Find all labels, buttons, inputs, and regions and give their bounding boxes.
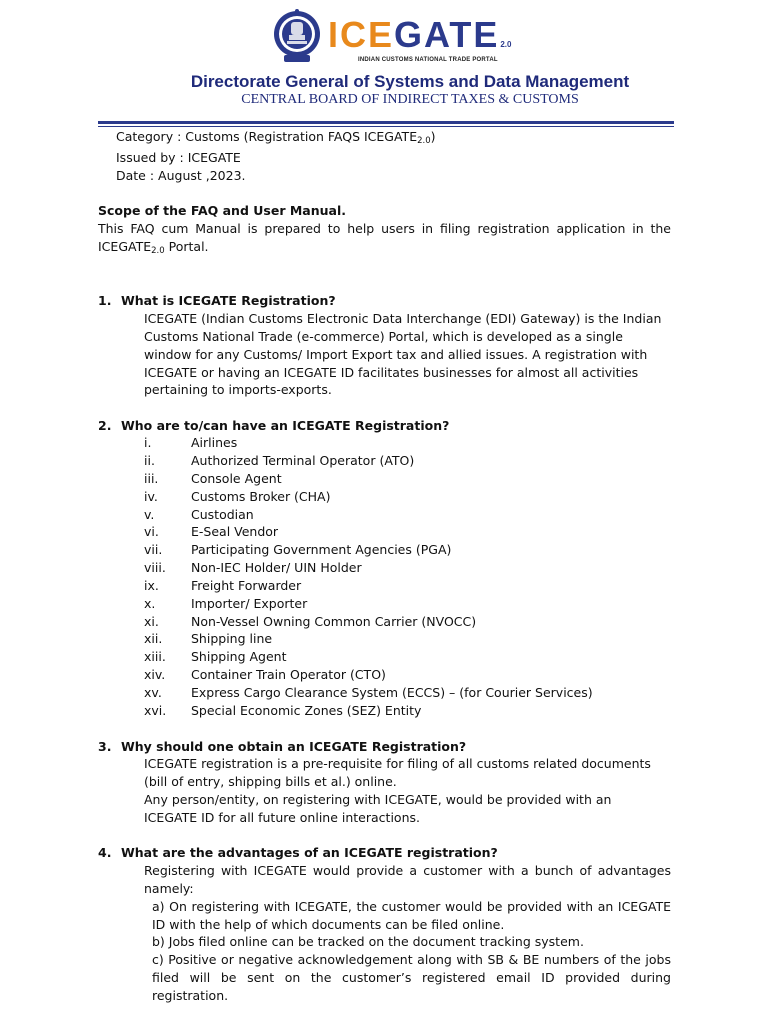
header-divider-thin xyxy=(98,126,674,127)
q4-advantage-c-line-2: filed will be sent on the customer’s registered email ID provided during xyxy=(152,970,671,985)
q4-number: 4. xyxy=(98,845,112,860)
date-line: Date : August ,2023. xyxy=(116,168,246,183)
list-item: Console Agent xyxy=(191,471,282,486)
q4-advantage-c-line-3: registration. xyxy=(152,988,229,1003)
list-item: Participating Government Agencies (PGA) xyxy=(191,542,452,557)
q1-answer-line-1: ICEGATE (Indian Customs Electronic Data Interchange (EDI) Gateway) is the Indian xyxy=(144,311,662,326)
scope-text-line-2: ICEGATE2.0 Portal. xyxy=(98,239,209,256)
list-item-number: vii. xyxy=(144,542,163,557)
icegate-logo xyxy=(328,12,511,58)
q4-advantage-c-line-1: c) Positive or negative acknowledgement along with SB & BE numbers of the jobs xyxy=(152,952,671,967)
list-item-number: xiii. xyxy=(144,649,166,664)
list-item: Custodian xyxy=(191,507,254,522)
list-item: Airlines xyxy=(191,435,238,450)
board-title: CENTRAL BOARD OF INDIRECT TAXES & CUSTOMS xyxy=(241,92,579,107)
q1-answer-line-4: ICEGATE or having an ICEGATE ID facilitates businesses for almost all activities xyxy=(144,365,639,380)
q1-answer-line-2: Customs National Trade (e-commerce) Portal, which is developed as a single xyxy=(144,329,623,344)
list-item-number: xv. xyxy=(144,685,162,700)
list-item: Shipping line xyxy=(191,631,273,646)
q3-number: 3. xyxy=(98,739,112,754)
directorate-title: Directorate General of Systems and Data Management xyxy=(190,72,630,91)
list-item-number: iii. xyxy=(144,471,159,486)
list-item-number: ii. xyxy=(144,453,155,468)
q3-title: Why should one obtain an ICEGATE Registration? xyxy=(121,739,467,754)
logo-version: 2.0 xyxy=(500,40,512,49)
list-item-number: iv. xyxy=(144,489,158,504)
q4-advantage-a-line-1: a) On registering with ICEGATE, the customer would be provided with an ICEGATE xyxy=(152,899,671,914)
q2-number: 2. xyxy=(98,418,112,433)
q1-answer-line-5: pertaining to imports-exports. xyxy=(144,382,332,397)
category-line: Category : Customs (Registration FAQS ICEGATE2.0) xyxy=(116,129,436,146)
list-item: Authorized Terminal Operator (ATO) xyxy=(191,453,415,468)
list-item-number: ix. xyxy=(144,578,159,593)
q4-intro-line-1: Registering with ICEGATE would provide a customer with a bunch of advantages xyxy=(144,863,671,878)
q3-answer-line-4: ICEGATE ID for all future online interactions. xyxy=(144,810,420,825)
header-divider-thick xyxy=(98,121,674,124)
issued-by-line: Issued by : ICEGATE xyxy=(116,150,241,165)
list-item: Customs Broker (CHA) xyxy=(191,489,331,504)
list-item-number: viii. xyxy=(144,560,166,575)
q4-intro-line-2: namely: xyxy=(144,881,194,896)
q3-answer-line-3: Any person/entity, on registering with ICEGATE, would be provided with an xyxy=(144,792,612,807)
q1-answer-line-3: window for any Customs/ Import Export tax and allied issues. A registration with xyxy=(144,347,648,362)
list-item: Shipping Agent xyxy=(191,649,287,664)
list-item-number: xi. xyxy=(144,614,159,629)
logo-part-g: G xyxy=(394,14,425,55)
logo-tagline: INDIAN CUSTOMS NATIONAL TRADE PORTAL xyxy=(358,57,498,63)
q1-title: What is ICEGATE Registration? xyxy=(121,293,336,308)
logo-part-ate: ATE xyxy=(424,14,500,55)
list-item-number: xii. xyxy=(144,631,163,646)
list-item: Importer/ Exporter xyxy=(191,596,308,611)
list-item: Container Train Operator (CTO) xyxy=(191,667,386,682)
logo-part-ice: ICE xyxy=(328,14,395,55)
q4-advantage-a-line-2: ID with the help of which documents can be filed online. xyxy=(152,917,505,932)
q4-advantage-b-line-1: b) Jobs filed online can be tracked on the document tracking system. xyxy=(152,934,584,949)
q2-title: Who are to/can have an ICEGATE Registration? xyxy=(121,418,450,433)
scope-text-line-1: This FAQ cum Manual is prepared to help users in filing registration application in the xyxy=(98,221,671,236)
national-emblem-icon xyxy=(272,8,322,64)
list-item-number: i. xyxy=(144,435,152,450)
list-item: Special Economic Zones (SEZ) Entity xyxy=(191,703,422,718)
list-item-number: x. xyxy=(144,596,156,611)
list-item: E-Seal Vendor xyxy=(191,524,279,539)
q3-answer-line-1: ICEGATE registration is a pre-requisite for filing of all customs related documents xyxy=(144,756,651,771)
list-item: Non-Vessel Owning Common Carrier (NVOCC) xyxy=(191,614,477,629)
list-item-number: vi. xyxy=(144,524,159,539)
q4-title: What are the advantages of an ICEGATE registration? xyxy=(121,845,498,860)
list-item-number: v. xyxy=(144,507,155,522)
list-item: Express Cargo Clearance System (ECCS) – (for Courier Services) xyxy=(191,685,593,700)
list-item-number: xiv. xyxy=(144,667,166,682)
scope-title: Scope of the FAQ and User Manual. xyxy=(98,203,346,218)
q3-answer-line-2: (bill of entry, shipping bills et al.) online. xyxy=(144,774,397,789)
list-item: Non-IEC Holder/ UIN Holder xyxy=(191,560,362,575)
list-item: Freight Forwarder xyxy=(191,578,302,593)
q1-number: 1. xyxy=(98,293,112,308)
list-item-number: xvi. xyxy=(144,703,167,718)
